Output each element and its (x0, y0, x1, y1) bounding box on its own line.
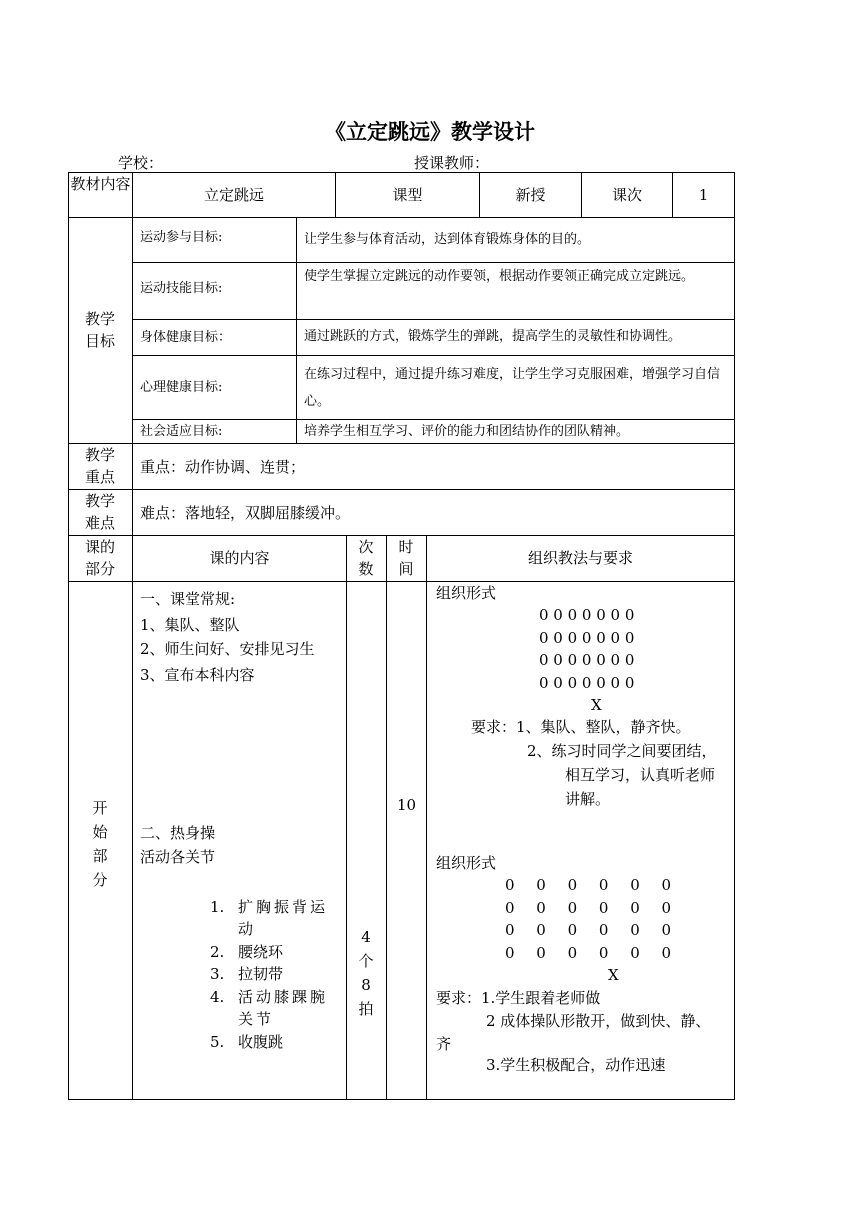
warmup-item: 活动膝踝腕关节 (238, 988, 329, 1028)
difficulty-label: 教学难点 (84, 492, 115, 532)
org1-requirement: 讲解。 (565, 790, 611, 808)
school-field: 学校： (118, 154, 164, 172)
org2-label: 组织形式 (436, 854, 497, 872)
formation-row: 0 0 0 0 0 0 0 (539, 651, 635, 669)
material-label: 教材内容 (70, 175, 131, 193)
goal-name-participation: 运动参与目标: (140, 230, 223, 245)
lesson-type-label: 课型 (392, 186, 423, 204)
warmup-item: 腰绕环 (238, 943, 284, 961)
warmup-number: 5. (210, 1033, 225, 1051)
goal-text-mental: 在练习过程中，通过提升练习难度，让学生学习克服困难，增强学习自信心。 (304, 367, 721, 409)
header-times: 次数 (358, 538, 374, 578)
header-content: 课的内容 (209, 549, 270, 567)
formation-row: 0 0 0 0 0 0 (505, 876, 672, 894)
time-value: 10 (396, 796, 417, 814)
org1-requirement: 要求：1、集队、整队，静齐快。 (471, 718, 691, 736)
warmup-item: 扩胸振背运动 (238, 898, 329, 938)
routine-item: 1、集队、整队 (140, 616, 240, 634)
org2-requirement: 要求：1.学生跟着老师做 (436, 989, 601, 1007)
formation-row: 0 0 0 0 0 0 (505, 921, 672, 939)
warmup-number: 4. (210, 988, 225, 1006)
goal-name-mental: 心理健康目标: (140, 380, 223, 395)
start-part-label: 开始部分 (92, 799, 108, 889)
difficulty-text: 难点：落地轻，双脚屈膝缓冲。 (140, 504, 351, 522)
org1-label: 组织形式 (436, 584, 497, 602)
routine-title: 一、课堂常规: (140, 590, 236, 608)
lesson-count-value: 1 (698, 186, 709, 204)
warmup-sub: 活动各关节 (140, 848, 216, 866)
routine-item: 2、师生问好、安排见习生 (140, 640, 315, 658)
header-part: 课的部分 (84, 538, 115, 578)
goals-label: 教学目标 (84, 310, 115, 350)
warmup-number: 2. (210, 943, 225, 961)
formation-row: 0 0 0 0 0 0 0 (539, 674, 635, 692)
teacher-position: X (608, 966, 619, 984)
goal-name-social: 社会适应目标: (140, 424, 223, 439)
formation-row: 0 0 0 0 0 0 0 (539, 629, 635, 647)
warmup-title: 二、热身操 (140, 824, 216, 842)
org2-requirement: 3.学生积极配合，动作迅速 (486, 1056, 666, 1074)
warmup-item: 收腹跳 (238, 1033, 284, 1051)
warmup-item: 拉韧带 (238, 965, 284, 983)
org2-requirement: 2 成体操队形散开，做到快、静、 (486, 1012, 711, 1030)
material-content: 立定跳远 (203, 186, 264, 204)
goal-text-social: 培养学生相互学习、评价的能力和团结协作的团队精神。 (304, 424, 630, 439)
focus-label: 教学重点 (84, 446, 115, 486)
formation-row: 0 0 0 0 0 0 (505, 944, 672, 962)
org2-requirement: 齐 (436, 1035, 452, 1053)
goal-text-skill: 使学生掌握立定跳远的动作要领，根据动作要领正确完成立定跳远。 (304, 269, 695, 284)
times-value: 4个8拍 (358, 928, 374, 1018)
formation-row: 0 0 0 0 0 0 0 (539, 606, 635, 624)
warmup-number: 3. (210, 965, 225, 983)
goal-text-health: 通过跳跃的方式，锻炼学生的弹跳，提高学生的灵敏性和协调性。 (304, 329, 682, 344)
header-method: 组织教法与要求 (527, 549, 633, 567)
formation-row: 0 0 0 0 0 0 (505, 899, 672, 917)
org1-requirement: 相互学习，认真听老师 (565, 766, 716, 784)
warmup-number: 1. (210, 898, 225, 916)
lesson-type-value: 新授 (515, 186, 546, 204)
goal-name-skill: 运动技能目标: (140, 281, 223, 296)
goal-text-participation: 让学生参与体育活动，达到体育锻炼身体的目的。 (304, 232, 591, 247)
focus-text: 重点：动作协调、连贯； (140, 458, 306, 476)
routine-item: 3、宣布本科内容 (140, 666, 255, 684)
teacher-field: 授课教师： (414, 154, 490, 172)
goal-name-health: 身体健康目标： (140, 330, 232, 345)
page-title: 《立定跳远》教学设计 (325, 120, 535, 144)
org1-requirement: 2、练习时同学之间要团结， (527, 742, 717, 760)
header-time: 时间 (398, 538, 414, 578)
lesson-count-label: 课次 (611, 186, 642, 204)
teacher-position: X (591, 696, 602, 714)
